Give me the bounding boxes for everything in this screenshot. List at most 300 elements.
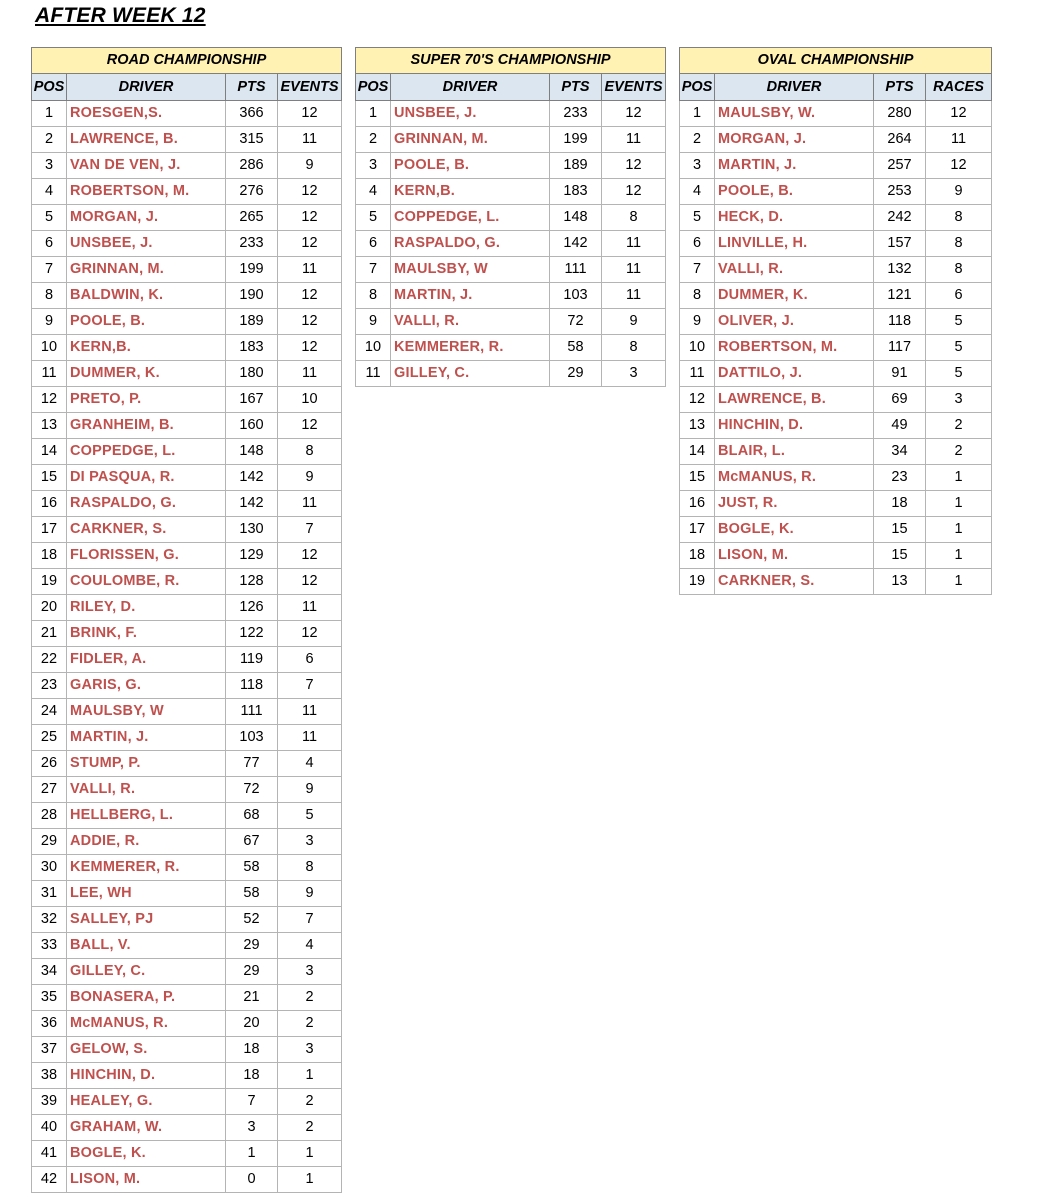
table-row [356,179,666,205]
position-cell: 7 [356,257,391,283]
table-row [32,673,342,699]
events-cell: 12 [278,569,342,595]
table-row [32,751,342,777]
events-cell: 10 [278,387,342,413]
position-cell: 2 [32,127,67,153]
table-row [680,205,992,231]
position-cell: 31 [32,881,67,907]
events-cell: 7 [278,907,342,933]
points-cell: 126 [226,595,278,621]
table-row [32,985,342,1011]
position-cell: 18 [680,543,715,569]
table-row [680,361,992,387]
points-cell: 0 [226,1167,278,1193]
table-row [32,465,342,491]
points-cell: 265 [226,205,278,231]
events-column-header: EVENTS [602,74,666,101]
table-row [32,621,342,647]
table-row [32,413,342,439]
events-cell: 11 [278,595,342,621]
table-row [356,257,666,283]
position-cell: 39 [32,1089,67,1115]
points-cell: 118 [874,309,926,335]
position-cell: 10 [32,335,67,361]
position-cell: 12 [32,387,67,413]
points-cell: 190 [226,283,278,309]
events-cell: 12 [926,101,992,127]
driver-name-cell: KERN,B. [67,335,226,361]
position-cell: 18 [32,543,67,569]
driver-name-cell: GILLEY, C. [391,361,550,387]
points-cell: 264 [874,127,926,153]
driver-name-cell: JUST, R. [715,491,874,517]
events-cell: 12 [602,153,666,179]
driver-name-cell: HEALEY, G. [67,1089,226,1115]
races-column-header: RACES [926,74,992,101]
position-cell: 28 [32,803,67,829]
driver-name-cell: UNSBEE, J. [391,101,550,127]
points-cell: 157 [874,231,926,257]
table-row [680,283,992,309]
points-cell: 3 [226,1115,278,1141]
table-row [32,101,342,127]
points-cell: 103 [550,283,602,309]
table-row [356,361,666,387]
points-cell: 68 [226,803,278,829]
events-cell: 12 [278,309,342,335]
pts-column-header: PTS [550,74,602,101]
points-cell: 142 [226,465,278,491]
points-cell: 148 [226,439,278,465]
driver-name-cell: POOLE, B. [67,309,226,335]
driver-name-cell: DI PASQUA, R. [67,465,226,491]
points-cell: 58 [550,335,602,361]
driver-column-header: DRIVER [67,74,226,101]
events-cell: 1 [278,1063,342,1089]
position-cell: 29 [32,829,67,855]
driver-name-cell: CARKNER, S. [67,517,226,543]
points-cell: 58 [226,855,278,881]
driver-name-cell: GRAHAM, W. [67,1115,226,1141]
driver-name-cell: OLIVER, J. [715,309,874,335]
driver-column-header: DRIVER [715,74,874,101]
points-cell: 128 [226,569,278,595]
driver-name-cell: RASPALDO, G. [67,491,226,517]
events-cell: 2 [278,1089,342,1115]
events-cell: 9 [278,777,342,803]
points-cell: 242 [874,205,926,231]
events-cell: 5 [926,335,992,361]
table-row [32,387,342,413]
position-cell: 10 [680,335,715,361]
position-cell: 36 [32,1011,67,1037]
position-cell: 5 [680,205,715,231]
events-cell: 3 [278,959,342,985]
points-cell: 189 [226,309,278,335]
driver-name-cell: SALLEY, PJ [67,907,226,933]
driver-name-cell: HINCHIN, D. [67,1063,226,1089]
points-cell: 189 [550,153,602,179]
table-row [32,1167,342,1193]
driver-name-cell: ROBERTSON, M. [67,179,226,205]
driver-name-cell: BOGLE, K. [715,517,874,543]
points-cell: 280 [874,101,926,127]
table-row [680,491,992,517]
points-cell: 58 [226,881,278,907]
driver-name-cell: COPPEDGE, L. [67,439,226,465]
driver-name-cell: GARIS, G. [67,673,226,699]
points-cell: 119 [226,647,278,673]
driver-name-cell: BRINK, F. [67,621,226,647]
events-cell: 8 [926,205,992,231]
points-cell: 160 [226,413,278,439]
table-row [32,231,342,257]
table-row [32,959,342,985]
position-cell: 4 [680,179,715,205]
points-cell: 111 [550,257,602,283]
driver-name-cell: ROBERTSON, M. [715,335,874,361]
table-row [32,283,342,309]
events-cell: 11 [602,127,666,153]
position-cell: 32 [32,907,67,933]
table-row [32,1011,342,1037]
driver-name-cell: GELOW, S. [67,1037,226,1063]
events-cell: 5 [278,803,342,829]
pts-column-header: PTS [874,74,926,101]
driver-name-cell: FLORISSEN, G. [67,543,226,569]
points-cell: 199 [550,127,602,153]
position-cell: 10 [356,335,391,361]
points-cell: 15 [874,517,926,543]
driver-name-cell: MAULSBY, W [391,257,550,283]
table-row [32,309,342,335]
pos-column-header: POS [356,74,391,101]
driver-name-cell: ADDIE, R. [67,829,226,855]
events-cell: 11 [278,491,342,517]
position-cell: 15 [32,465,67,491]
road-championship-title: ROAD CHAMPIONSHIP [32,48,342,74]
events-cell: 1 [926,465,992,491]
position-cell: 22 [32,647,67,673]
table-row [32,153,342,179]
table-row [32,881,342,907]
events-cell: 7 [278,517,342,543]
table-row [32,517,342,543]
points-cell: 183 [226,335,278,361]
points-cell: 18 [226,1037,278,1063]
table-row [32,1063,342,1089]
position-cell: 5 [356,205,391,231]
position-cell: 6 [32,231,67,257]
driver-name-cell: BALL, V. [67,933,226,959]
table-row [32,361,342,387]
position-cell: 14 [32,439,67,465]
road-championship-table [31,47,342,1193]
super70-championship-title: SUPER 70'S CHAMPIONSHIP [356,48,666,74]
driver-name-cell: PRETO, P. [67,387,226,413]
position-cell: 11 [356,361,391,387]
driver-name-cell: GRANHEIM, B. [67,413,226,439]
events-cell: 4 [278,751,342,777]
driver-name-cell: VALLI, R. [715,257,874,283]
table-row [680,153,992,179]
driver-name-cell: DUMMER, K. [715,283,874,309]
points-cell: 72 [226,777,278,803]
points-cell: 142 [226,491,278,517]
position-cell: 9 [356,309,391,335]
events-cell: 3 [278,829,342,855]
points-cell: 15 [874,543,926,569]
position-cell: 8 [680,283,715,309]
points-cell: 118 [226,673,278,699]
points-cell: 29 [226,933,278,959]
points-cell: 72 [550,309,602,335]
table-row [32,1037,342,1063]
events-cell: 1 [278,1141,342,1167]
position-cell: 30 [32,855,67,881]
position-cell: 8 [32,283,67,309]
driver-name-cell: VALLI, R. [391,309,550,335]
position-cell: 35 [32,985,67,1011]
events-cell: 12 [278,179,342,205]
position-cell: 20 [32,595,67,621]
position-cell: 11 [32,361,67,387]
points-cell: 21 [226,985,278,1011]
table-row [32,335,342,361]
table-row [680,335,992,361]
table-row [680,517,992,543]
events-cell: 12 [278,335,342,361]
points-cell: 23 [874,465,926,491]
driver-name-cell: LEE, WH [67,881,226,907]
points-cell: 315 [226,127,278,153]
position-cell: 33 [32,933,67,959]
table-row [680,413,992,439]
position-cell: 40 [32,1115,67,1141]
table-row [356,127,666,153]
points-cell: 233 [550,101,602,127]
events-cell: 9 [278,153,342,179]
driver-name-cell: MORGAN, J. [67,205,226,231]
position-cell: 8 [356,283,391,309]
table-row [356,205,666,231]
position-cell: 1 [356,101,391,127]
events-cell: 12 [278,543,342,569]
table-row [32,179,342,205]
events-cell: 9 [278,881,342,907]
events-cell: 8 [602,335,666,361]
events-cell: 11 [278,127,342,153]
points-cell: 180 [226,361,278,387]
points-cell: 103 [226,725,278,751]
driver-name-cell: BALDWIN, K. [67,283,226,309]
pts-column-header: PTS [226,74,278,101]
table-row [32,595,342,621]
driver-name-cell: LINVILLE, H. [715,231,874,257]
points-cell: 18 [874,491,926,517]
points-cell: 276 [226,179,278,205]
driver-name-cell: HELLBERG, L. [67,803,226,829]
events-cell: 9 [602,309,666,335]
events-cell: 12 [278,205,342,231]
position-cell: 24 [32,699,67,725]
points-cell: 253 [874,179,926,205]
table-row [32,491,342,517]
table-row [32,1141,342,1167]
table-row [32,1089,342,1115]
table-row [356,153,666,179]
position-cell: 7 [680,257,715,283]
table-row [680,231,992,257]
events-cell: 11 [278,361,342,387]
events-cell: 11 [602,283,666,309]
super70-championship-table [355,47,666,387]
position-cell: 14 [680,439,715,465]
table-row [356,101,666,127]
position-cell: 3 [356,153,391,179]
events-cell: 11 [602,257,666,283]
page-title: AFTER WEEK 12 [35,4,206,27]
table-row [680,465,992,491]
driver-name-cell: COPPEDGE, L. [391,205,550,231]
table-row [32,439,342,465]
position-cell: 38 [32,1063,67,1089]
position-cell: 4 [32,179,67,205]
driver-name-cell: DATTILO, J. [715,361,874,387]
position-cell: 7 [32,257,67,283]
position-cell: 6 [356,231,391,257]
driver-name-cell: VALLI, R. [67,777,226,803]
points-cell: 77 [226,751,278,777]
driver-name-cell: RILEY, D. [67,595,226,621]
driver-column-header: DRIVER [391,74,550,101]
driver-name-cell: McMANUS, R. [715,465,874,491]
table-row [32,777,342,803]
events-cell: 2 [926,413,992,439]
points-cell: 69 [874,387,926,413]
position-cell: 11 [680,361,715,387]
points-cell: 129 [226,543,278,569]
events-cell: 11 [278,725,342,751]
table-row [32,855,342,881]
table-row [32,257,342,283]
events-cell: 8 [926,231,992,257]
position-cell: 41 [32,1141,67,1167]
events-cell: 12 [278,621,342,647]
points-cell: 7 [226,1089,278,1115]
events-cell: 6 [278,647,342,673]
driver-name-cell: MARTIN, J. [67,725,226,751]
position-cell: 37 [32,1037,67,1063]
driver-name-cell: BOGLE, K. [67,1141,226,1167]
position-cell: 19 [680,569,715,595]
driver-name-cell: GILLEY, C. [67,959,226,985]
table-row [32,907,342,933]
events-cell: 11 [602,231,666,257]
events-cell: 4 [278,933,342,959]
position-cell: 4 [356,179,391,205]
points-cell: 233 [226,231,278,257]
driver-name-cell: HECK, D. [715,205,874,231]
events-cell: 12 [278,101,342,127]
events-cell: 12 [602,179,666,205]
position-cell: 1 [680,101,715,127]
position-cell: 5 [32,205,67,231]
position-cell: 16 [32,491,67,517]
points-cell: 257 [874,153,926,179]
points-cell: 122 [226,621,278,647]
table-row [680,569,992,595]
driver-name-cell: KERN,B. [391,179,550,205]
driver-name-cell: MARTIN, J. [715,153,874,179]
events-cell: 1 [926,491,992,517]
position-cell: 2 [356,127,391,153]
position-cell: 16 [680,491,715,517]
driver-name-cell: BLAIR, L. [715,439,874,465]
position-cell: 15 [680,465,715,491]
table-row [680,387,992,413]
driver-name-cell: LISON, M. [67,1167,226,1193]
events-cell: 9 [926,179,992,205]
events-cell: 1 [926,517,992,543]
position-cell: 1 [32,101,67,127]
position-cell: 23 [32,673,67,699]
events-cell: 11 [278,257,342,283]
driver-name-cell: POOLE, B. [715,179,874,205]
position-cell: 17 [32,517,67,543]
driver-name-cell: COULOMBE, R. [67,569,226,595]
position-cell: 21 [32,621,67,647]
driver-name-cell: MAULSBY, W. [715,101,874,127]
driver-name-cell: MARTIN, J. [391,283,550,309]
position-cell: 3 [680,153,715,179]
driver-name-cell: GRINNAN, M. [391,127,550,153]
points-cell: 52 [226,907,278,933]
events-cell: 12 [602,101,666,127]
driver-name-cell: KEMMERER, R. [67,855,226,881]
driver-name-cell: LAWRENCE, B. [715,387,874,413]
table-row [680,257,992,283]
points-cell: 142 [550,231,602,257]
table-row [356,283,666,309]
position-cell: 2 [680,127,715,153]
points-cell: 1 [226,1141,278,1167]
table-row [32,803,342,829]
driver-name-cell: LAWRENCE, B. [67,127,226,153]
events-cell: 2 [926,439,992,465]
points-cell: 18 [226,1063,278,1089]
events-cell: 12 [278,413,342,439]
table-row [356,309,666,335]
driver-name-cell: POOLE, B. [391,153,550,179]
table-row [356,335,666,361]
table-row [32,205,342,231]
events-cell: 8 [278,855,342,881]
driver-name-cell: BONASERA, P. [67,985,226,1011]
position-cell: 17 [680,517,715,543]
table-row [680,179,992,205]
table-row [32,933,342,959]
points-cell: 117 [874,335,926,361]
events-cell: 1 [278,1167,342,1193]
position-cell: 9 [680,309,715,335]
events-cell: 8 [278,439,342,465]
pos-column-header: POS [32,74,67,101]
driver-name-cell: FIDLER, A. [67,647,226,673]
driver-name-cell: HINCHIN, D. [715,413,874,439]
table-row [32,725,342,751]
table-row [680,127,992,153]
